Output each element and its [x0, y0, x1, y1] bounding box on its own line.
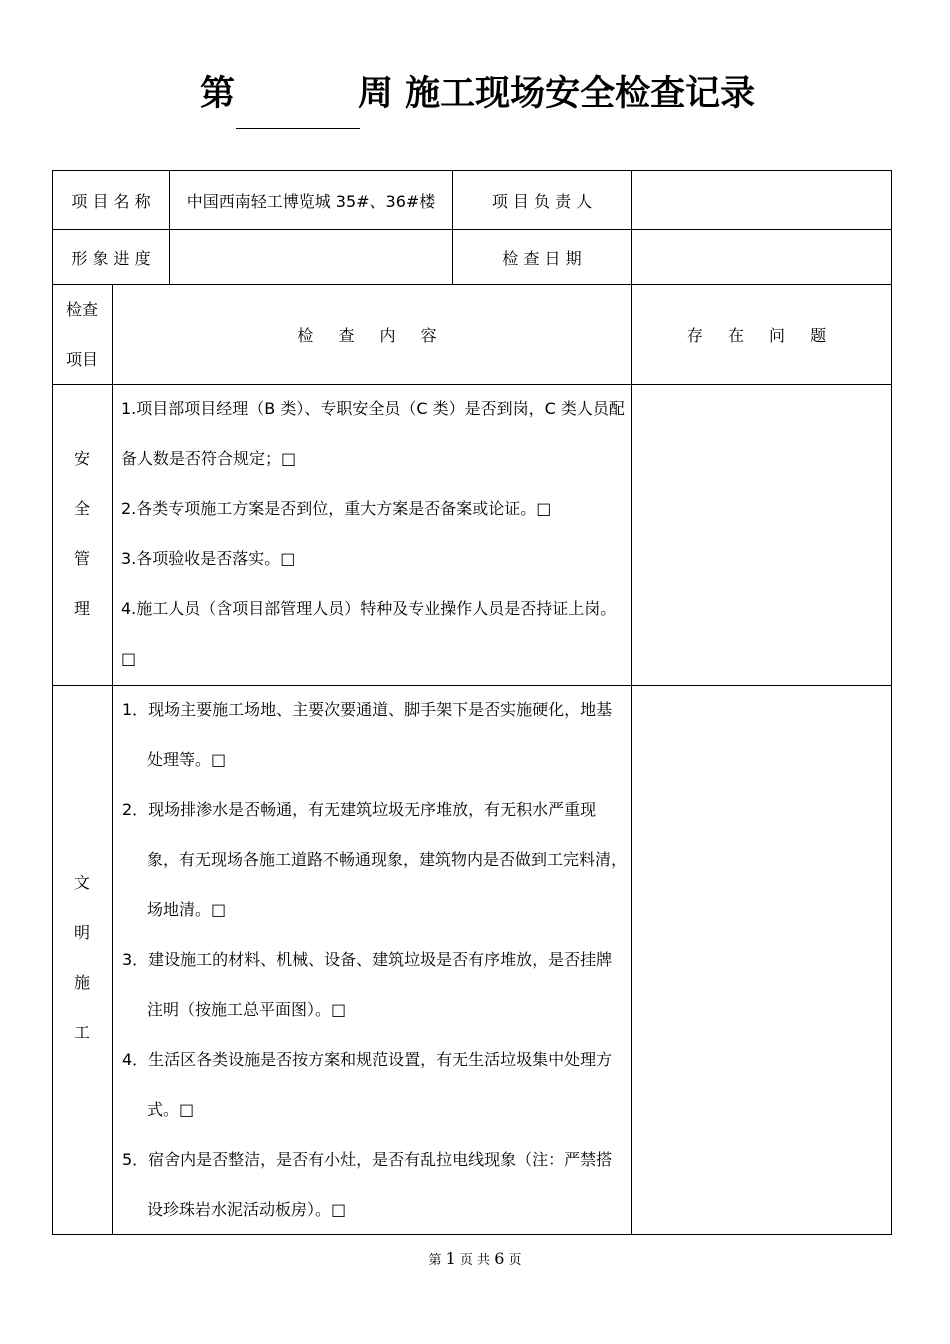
check-date-field[interactable] — [632, 230, 891, 284]
civilized-issues-field[interactable] — [632, 686, 891, 1234]
list-item[interactable]: 1．现场主要施工场地、主要次要通道、脚手架下是否实施硬化，地基处理等。□ — [122, 700, 613, 769]
list-item[interactable]: 2．现场排渗水是否畅通，有无建筑垃圾无序堆放，有无积水严重现象，有无现场各施工道路不畅通现象，建筑物内是否做到工完料清，场地清。□ — [122, 800, 628, 919]
safety-issues-field[interactable] — [632, 385, 891, 685]
progress-label: 形 象 进 度 — [71, 248, 151, 268]
section-name-safety: 安 全 管 理 — [73, 449, 90, 618]
page-number: 第 1 页 共 6 页 — [428, 1249, 522, 1268]
list-item[interactable]: 1.项目部项目经理（B 类）、专职安全员（C 类）是否到岗，C 类人员配备人数是否符合规定；□ — [121, 399, 625, 468]
list-item[interactable]: 3．建设施工的材料、机械、设备、建筑垃圾是否有序堆放，是否挂牌注明（按施工总平面图）。□ — [122, 950, 613, 1019]
total-pages: 6 — [494, 1249, 505, 1268]
check-content-header: 检 查 内 容 — [297, 326, 447, 345]
list-item[interactable]: 2.各类专项施工方案是否到位，重大方案是否备案或论证。□ — [121, 499, 552, 518]
title-suffix: 周 施工现场安全检查记录 — [358, 74, 756, 114]
project-name-label: 项 目 名 称 — [71, 191, 151, 211]
list-item[interactable]: 5．宿舍内是否整洁，是否有小灶，是否有乱拉电线现象（注：严禁搭设珍珠岩水泥活动板房）。□ — [122, 1150, 613, 1219]
inspection-table — [52, 170, 892, 1235]
week-number-blank[interactable] — [236, 128, 360, 129]
current-page: 1 — [445, 1249, 456, 1268]
list-item[interactable]: 4．生活区各类设施是否按方案和规范设置，有无生活垃圾集中处理方式。□ — [122, 1050, 613, 1119]
list-item[interactable]: 3.各项验收是否落实。□ — [121, 549, 296, 568]
progress-field[interactable] — [170, 230, 452, 284]
section-name-civilized: 文 明 施 工 — [73, 873, 90, 1042]
check-item-header: 检查 项目 — [65, 300, 98, 369]
project-name-value[interactable]: 中国西南轻工博览城 35#、36#楼 — [186, 191, 436, 211]
list-item[interactable]: 4.施工人员（含项目部管理人员）特种及专业操作人员是否持证上岗。□ — [121, 599, 617, 668]
safety-check-list — [121, 384, 627, 684]
project-leader-field[interactable] — [632, 171, 891, 229]
civilized-check-list — [122, 685, 627, 1235]
issues-header: 存 在 问 题 — [686, 326, 837, 345]
project-leader-label: 项 目 负 责 人 — [491, 191, 593, 211]
check-date-label: 检 查 日 期 — [502, 248, 582, 268]
page-title — [0, 66, 950, 116]
title-prefix: 第 — [200, 74, 236, 114]
